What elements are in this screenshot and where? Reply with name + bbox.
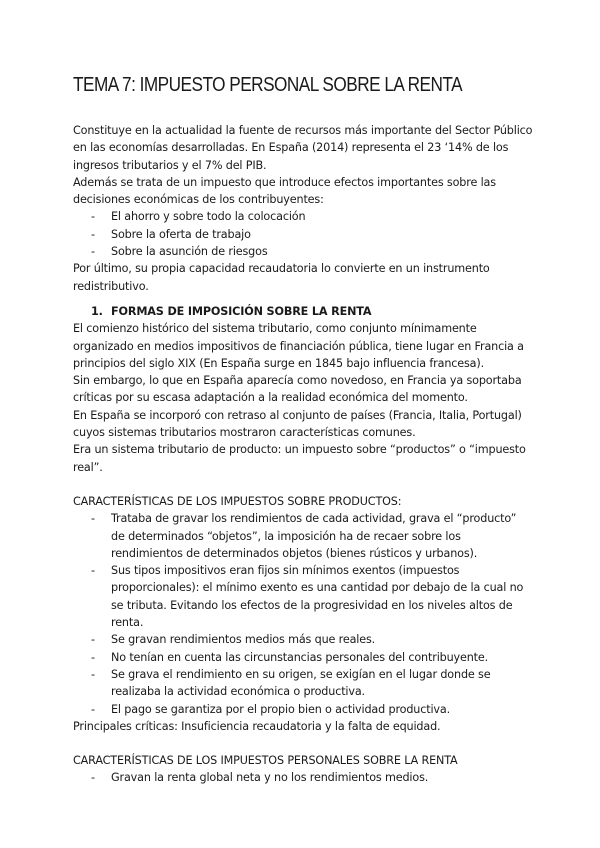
list-item: - Sobre la asunción de riesgos — [73, 243, 533, 260]
list-item: - Sobre la oferta de trabajo — [73, 226, 533, 243]
list-item: - Sus tipos impositivos eran fijos sin mínimos exentos (impuestos proporcionales): el mínimo exento es una cantidad por debajo de la cual no se tributa. Evitando los efectos de la progresividad en los niveles altos de renta. — [91, 564, 524, 630]
section-paragraph-1: El comienzo histórico del sistema tributario, como conjunto mínimamente organizado en medios impositivos de financiación pública, tiene lugar en Francia a principios del siglo XIX (En España surge en 1845 bajo influencia francesa). — [73, 322, 524, 370]
section-heading: 1. FORMAS DE IMPOSICIÓN SOBRE LA RENTA — [91, 304, 372, 318]
dash-bullet: - — [91, 227, 95, 241]
page-title: TEMA 7: IMPUESTO PERSONAL SOBRE LA RENTA — [73, 74, 463, 96]
personales-heading: CARACTERÍSTICAS DE LOS IMPUESTOS PERSONALES SOBRE LA RENTA — [73, 754, 458, 768]
intro-paragraph-1: Constituye en la actualidad la fuente de recursos más importante del Sector Público en las economías desarrolladas. En España (2014) representa el 23 ‘14% de los ingresos tributarios y el 7% del PIB. — [73, 124, 533, 172]
productos-heading: CARACTERÍSTICAS DE LOS IMPUESTOS SOBRE PRODUCTOS: — [73, 494, 402, 508]
effects-list — [73, 208, 533, 260]
list-item: - El ahorro y sobre todo la colocación — [73, 208, 533, 225]
section-paragraph-3: En España se incorporó con retraso al conjunto de países (Francia, Italia, Portugal) cuyos sistemas tributarios mostraron características comunes. — [73, 408, 522, 440]
personales-list — [73, 769, 533, 786]
section-paragraph-2: Sin embargo, lo que en España aparecía como novedoso, en Francia ya soportaba críticas por su escasa adaptación a la realidad económica del momento. — [73, 374, 522, 405]
intro-paragraph-2: Además se trata de un impuesto que introduce efectos importantes sobre las decisiones económicas de los contribuyentes: — [73, 175, 496, 207]
document-body — [73, 122, 533, 787]
section-paragraph-4: Era un sistema tributario de producto: un impuesto sobre “productos” o “impuesto real”. — [73, 443, 526, 474]
list-item: - Se gravan rendimientos medios más que reales. — [91, 633, 376, 647]
list-item: - Trataba de gravar los rendimientos de cada actividad, grava el “producto” de determinados “objetos”, la imposición ha de recaer sobre los rendimientos de determinados objetos (bienes rústicos y urbanos). — [91, 512, 517, 560]
productos-list — [73, 510, 533, 718]
dash-bullet: - — [91, 210, 95, 224]
intro-paragraph-3: Por último, su propia capacidad recaudatoria lo convierte en un instrumento redistributivo. — [73, 262, 490, 293]
criticas-paragraph: Principales críticas: Insuficiencia recaudatoria y la falta de equidad. — [73, 719, 441, 733]
list-item: - Se grava el rendimiento en su origen, se exigían en el lugar donde se realizaba la actividad económica o productiva. — [91, 667, 491, 699]
dash-bullet: - — [91, 245, 95, 259]
list-item: - No tenían en cuenta las circunstancias personales del contribuyente. — [91, 650, 489, 664]
list-item: - El pago se garantiza por el propio bien o actividad productiva. — [91, 702, 451, 716]
list-item: - Gravan la renta global neta y no los rendimientos medios. — [91, 771, 429, 785]
